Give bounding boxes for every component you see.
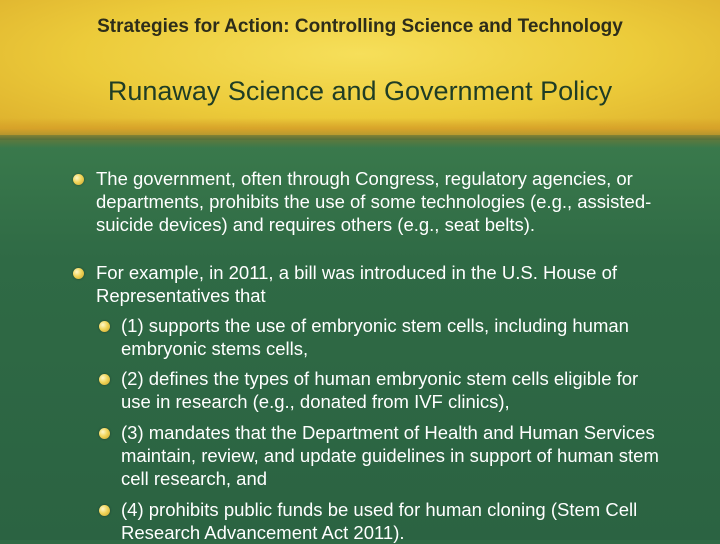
slide-title: Runaway Science and Government Policy — [107, 76, 613, 106]
bullet-text: The government, often through Congress, regulatory agencies, or departments, prohibits the use of some technologies (e.g., assisted-suicide devices) and requires others (e.g., seat belts). — [96, 168, 652, 235]
sub-bullet-icon — [99, 505, 110, 516]
sub-bullet-icon — [99, 321, 110, 332]
sub-bullet-icon — [99, 428, 110, 439]
slide-supertitle: Strategies for Action: Controlling Science and Technology — [97, 16, 623, 37]
bullet-icon — [73, 174, 84, 185]
sub-bullet-text: (4) prohibits public funds be used for human cloning (Stem Cell Research Advancement Act 2011). — [121, 499, 638, 543]
sub-bullet-text: (3) mandates that the Department of Health and Human Services maintain, review, and update guidelines in support of human stem cell research, and — [121, 422, 659, 489]
sub-bullet-icon — [99, 374, 110, 385]
bullet-icon — [73, 268, 84, 279]
sub-bullet-text: (2) defines the types of human embryonic stem cells eligible for use in research (e.g., donated from IVF clinics), — [121, 368, 639, 412]
title-band-edge — [0, 118, 720, 148]
sub-bullet-text: (1) supports the use of embryonic stem cells, including human embryonic stems cells, — [121, 315, 629, 359]
bullet-text: For example, in 2011, a bill was introduced in the U.S. House of Representatives that — [96, 262, 618, 306]
